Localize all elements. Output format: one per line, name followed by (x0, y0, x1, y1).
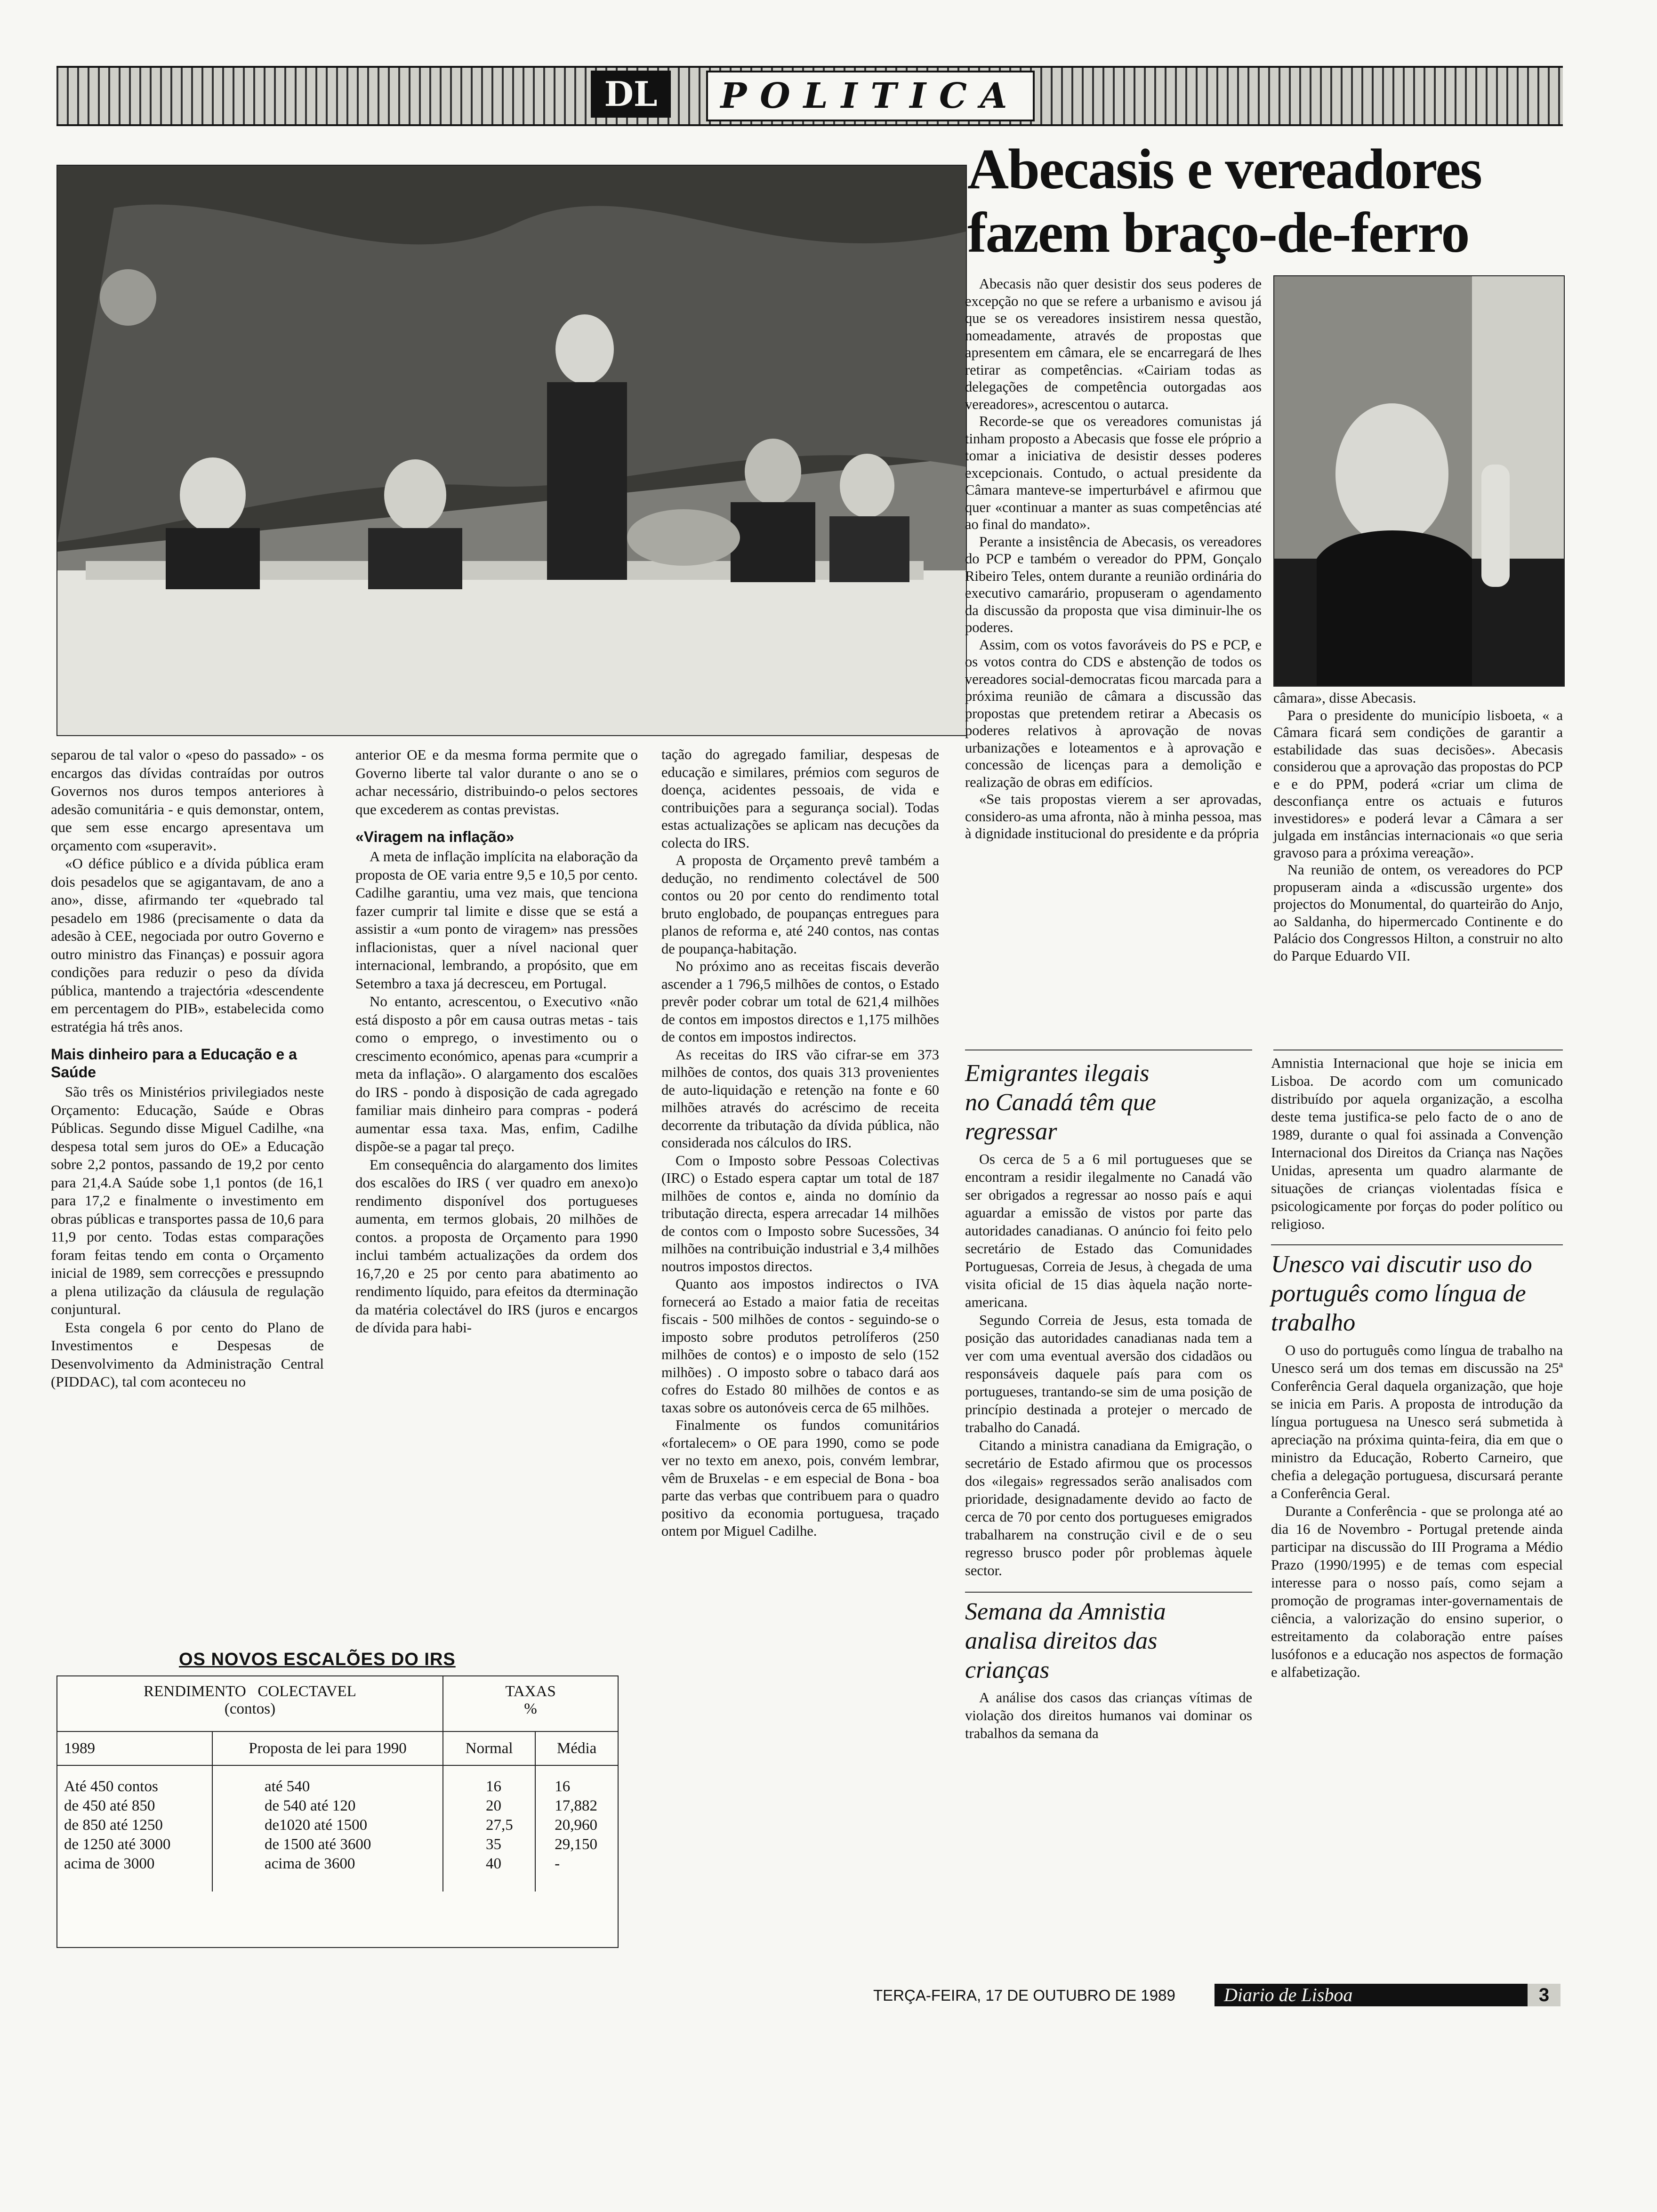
paragraph: Segundo Correia de Jesus, esta tomada de posição das autoridades canadianas nada tem a ver com uma eventual aversão dos cidadãos ou responsáveis daquele país para com os portugueses, trantando-se sim de uma posição de princípio destinada a protejer o mercado de trabalho do Canadá. (965, 1312, 1252, 1435)
table-row (57, 1854, 618, 1891)
divider (965, 1592, 1252, 1593)
article-col2 (355, 746, 638, 1337)
cell: de 540 até 120 (212, 1796, 443, 1816)
paragraph: Os cerca de 5 a 6 mil portugueses que se encontram a residir ilegalmente no Canadá vão ser obrigados a regressar ao nosso país e aqui aguardar a emissão de vistos por parte das autoridades canadianas. O anúncio foi feito pelo secretário de Estado das Comunidades Portuguesas, Correia de Jesus, à chegada de uma visita oficial de 15 dias àquela nação norte-americana. (965, 1151, 1252, 1310)
cell: de 1250 até 3000 (57, 1835, 212, 1854)
emigrantes-column (965, 1054, 1252, 1742)
amnistia-headline: Semana da Amnistia analisa direitos das crianças (965, 1598, 1166, 1683)
paragraph: As receitas do IRS vão cifrar-se em 373 milhões de contos, dos quais 313 provenientes de auto-liquidação e retenção na fonte e 60 milhões através do acréscimo de receita decorrente da tributação da dívida pública, não considerada nos cálculos do IRS. (661, 1046, 939, 1151)
emigrantes-headline: Emigrantes ilegais no Canadá têm que regressar (965, 1060, 1156, 1145)
headline-line1: Abecasis e vereadores (967, 137, 1481, 201)
footer-masthead: Diario de Lisboa (1215, 1984, 1539, 2006)
paragraph: No entanto, acrescentou, o Executivo «não está disposto a pôr em causa outras metas - tais como o emprego, o investimento ou o crescimento económico, apenas para «cumprir a meta da inflação». O alargamento dos escalões do IRS - pondo à disposição de cada agregado familiar mais dinheiro para compras - poderá aumentar essa taxa. Mas, enfim, Cadilhe dispõe-se a pagar tal preço. (355, 993, 638, 1154)
cell: 17,882 (555, 1797, 598, 1814)
paragraph: Assim, com os votos favoráveis do PS e PCP, e os votos contra do CDS e abstenção de todos os vereadores social-democratas ficou marcada para a próxima reunião de câmara a discussão das propostas que pretendem retirar a Abecasis os poderes relativos à aprovação de novas urbanizações e loteamentos e à aprovação e concessão de licenças para a demolição e realização de obras em edifícios. (965, 636, 1262, 790)
paragraph: A proposta de Orçamento prevê também a dedução, no rendimento colectável de 500 contos ou 20 por cento do rendimento total bruto englobado, de poupanças entregues para planos de reforma e, até 240 contos, nas contas de poupança-habitação. (661, 852, 939, 957)
irs-table (56, 1675, 619, 1948)
paragraph: Para o presidente do município lisboeta, « a Câmara ficará sem condições de garantir a estabilidade das suas decisões». Abecasis considerou que a aprovação das propostas do PCP e e do PPM, poderá «criar um clima de desconfiança entre os actuais e futuros investidores» e poderá levar a Câmara a ser julgada em instâncias internacionais «o que seria gravoso para a próxima vereação». (1273, 707, 1563, 861)
paragraph: tação do agregado familiar, despesas de educação e similares, prémios com seguros de doença, acidentes pessoais, de vida e contribuições para a segurança social). Todas estas actualizações se aplicam nas decuções da colecta do IRS. (661, 746, 939, 851)
abecasis-portrait (1273, 275, 1565, 687)
paragraph: Perante a insistência de Abecasis, os vereadores do PCP e também o vereador do PPM, Gonçalo Ribeiro Teles, ontem durante a reunião ordinária do executivo camarário, propuseram o agendamento da discussão da proposta que visa diminuir-lhe os poderes. (965, 533, 1262, 635)
right-column (1271, 1054, 1563, 1681)
cell: de 850 até 1250 (57, 1816, 212, 1835)
cell: 20,960 (555, 1817, 598, 1834)
cell: até 540 (212, 1777, 443, 1796)
cell: de 1500 até 3600 (212, 1835, 443, 1854)
table-row (57, 1796, 618, 1816)
cell: - (555, 1855, 560, 1872)
paragraph: «Se tais propostas vierem a ser aprovadas, considero-as uma afronta, não à minha pessoa, mas à dignidade institucional do presidente e da própria (965, 791, 1262, 842)
paragraph: Finalmente os fundos comunitários «fortalecem» o OE para 1990, como se pode ver no texto em anexo, pois, convém lembrar, vêm de Bruxelas - e em especial de Bona - boa parte das verbas que contribuem para o quadro positivo da economia portuguesa, traçado ontem por Miguel Cadilhe. (661, 1417, 939, 1539)
logo-dl: DL (591, 71, 671, 118)
header-normal: Normal (443, 1731, 535, 1765)
section-title: POLITICA (706, 71, 1035, 121)
header-percent: % (524, 1700, 537, 1717)
paragraph: A análise dos casos das crianças vítimas de violação dos direitos humanos vai dominar os trabalhos da semana da (965, 1690, 1252, 1741)
press-conference-photo (56, 165, 967, 736)
header-media: Média (535, 1731, 618, 1765)
abecasis-article-col-a (965, 275, 1262, 842)
paragraph: separou de tal valor o «peso do passado» - os encargos das dívidas contraídas por outros Governos nos duros tempos anteriores à adesão comunitária - e quis demonstar, ontem, que sem esse encargo apresentava um orçamento com «superavit». (51, 746, 324, 854)
paragraph: anterior OE e da mesma forma permite que o Governo liberte tal valor durante o ano se o achar necessário, distribuindo-o pelos sectores que excederem as contas previstas. (355, 746, 638, 817)
paragraph: Em consequência do alargamento dos limites dos escalões do IRS ( ver quadro em anexo)o rendimento disponível dos portugueses aumenta, em termos globais, 20 milhões de contos. a proposta de Orçamento para 1990 inclui também actualizações da ordem dos 16,7,20 e 25 por cento para abatimento ao rendimento líquido, para efeitos da dterminação da matéria colectável do IRS (juros e encargos de dívida para habi- (355, 1156, 638, 1336)
subheading: Mais dinheiro para a Educação e a Saúde (51, 1046, 297, 1081)
cell: Até 450 contos (57, 1777, 212, 1796)
header-taxas: TAXAS (505, 1683, 556, 1700)
cell: 16 (555, 1778, 571, 1795)
paragraph: Citando a ministra canadiana da Emigração, o secretário de Estado afirmou que os processos dos «ilegais» regressados serão analisados com prioridade, designadamente devido ao facto de cerca de 70 por cento dos portugueses emigrados trabalharem na construção civil e de o seu regresso brusco poder pôr problemas àquele sector. (965, 1437, 1252, 1579)
paragraph: «O défice público e a dívida pública eram dois pesadelos que se agigantavam, de ano a ano», disse, afirmando ter «quebrado tal pesadelo em 1986 (precisamente o data da adesão à CEE, negociada por outro Governo e outro ministro das Finanças) e possuir agora condições para reduzir o peso da dívida pública, mantendo a trajectória «descendente em percentagem do PIB», estabelecida como estratégia há três anos. (51, 855, 324, 1035)
table-row (57, 1816, 618, 1835)
paragraph: Com o Imposto sobre Pessoas Colectivas (IRC) o Estado espera captar um total de 187 milhões de contos e, ainda no domínio da tributação directa, espera arrecadar 14 milhões de contos com o Imposto sobre Sucessões, 34 milhões na contribuição industrial e 3,4 milhões noutros impostos directos. (661, 1152, 939, 1274)
paragraph: A meta de inflação implícita na elaboração da proposta de OE varia entre 9,5 e 10,5 por cento. Cadilhe garantiu, uma vez mais, que tenciona fazer cumprir tal limite e disse que se está a assistir a «um ponto de viragem» nas pressões inflacionistas, quer a nível nacional quer internacional, lembrando, a propósito, que em Setembro a taxa já decresceu, em Portugal. (355, 848, 638, 992)
paragraph: Na reunião de ontem, os vereadores do PCP propuseram ainda a «discussão urgente» dos projectos do Monumental, do quarteirão do Anjo, ao Saldanha, do hipermercado Continente e do Palácio dos Congressos Hilton, a construir no alto do Parque Eduardo VII. (1273, 862, 1563, 964)
cell: 16 (443, 1777, 535, 1796)
cell: 29,150 (555, 1836, 598, 1853)
cell: acima de 3600 (212, 1854, 443, 1891)
unesco-headline: Unesco vai discutir uso do português como língua de trabalho (1271, 1251, 1532, 1336)
cell: acima de 3000 (57, 1854, 212, 1891)
cell: 27,5 (443, 1816, 535, 1835)
header-1990: Proposta de lei para 1990 (212, 1731, 443, 1765)
page-number: 3 (1528, 1984, 1560, 2006)
photo-illustration (57, 166, 966, 735)
paragraph: Durante a Conferência - que se prolonga até ao dia 16 de Novembro - Portugal pretende ainda participar na discussão do III Programa a Médio Prazo (1990/1995) e de temas com especial interesse para o nosso país, como sejam a promoção de programas inter-governamentais de ciência, a valorização do ensino superior, o estreitamento da colaboração entre países lusófonos e a educação nos aspectos de formação e alfabetização. (1271, 1503, 1563, 1680)
footer-date: TERÇA-FEIRA, 17 DE OUTUBRO DE 1989 (873, 1987, 1175, 2004)
paragraph: Quanto aos impostos indirectos o IVA fornecerá ao Estado a maior fatia de receitas fiscais - 500 milhões de contos - seguindo-se o imposto sobre produtos petrolíferos (250 milhões de contos) e o imposto de selo (152 milhões) . O imposto sobre o tabaco dará aos cofres do Estado 80 milhões de contos e as taxas sobre os autonóveis cerca de 65 milhões. (661, 1276, 939, 1416)
abecasis-article-col-b (1273, 689, 1563, 964)
paragraph: No próximo ano as receitas fiscais deverão ascender a 1 796,5 milhões de contos, o Estado prevêr poder cobrar um total de 621,4 milhões de contos em impostos directos e 1,175 milhões de contos em impostos indirectos. (661, 958, 939, 1045)
headline-line2: fazem braço-de-ferro (967, 201, 1469, 264)
paragraph: Esta congela 6 por cento do Plano de Investimentos e Despesas de Desenvolvimento da Administração Central (PIDDAC), tal com aconteceu no (51, 1319, 324, 1390)
article-col3 (661, 746, 939, 1540)
irs-table-title: OS NOVOS ESCALÕES DO IRS (179, 1650, 456, 1669)
cell: 20 (443, 1796, 535, 1816)
table-row (57, 1835, 618, 1854)
header-1989: 1989 (57, 1731, 212, 1765)
paragraph: Abecasis não quer desistir dos seus poderes de excepção no que se refere a urbanismo e avisou já que se os vereadores insistirem nessa questão, nomeadamente, através de propostas que apresentem em câmara, ele se encarregará de lhes retirar as competências. «Cairiam todas as delegações de competência outorgadas aos vereadores», acrescentou o autarca. (965, 276, 1262, 412)
article-col1 (51, 746, 324, 1391)
cell: de 450 até 850 (57, 1796, 212, 1816)
table-row (57, 1777, 618, 1796)
divider (1271, 1244, 1563, 1245)
header-rendimento: RENDIMENTO COLECTAVEL (144, 1683, 356, 1700)
paragraph: Amnistia Internacional que hoje se inicia em Lisboa. De acordo com um comunicado distribuído por aquela organização, a escolha deste tema justifica-se pelo facto de o ano de 1989, durante o qual foi assinada a Convenção Internacional dos Direitos da Criança nas Nações Unidas, apresenta um quadro alarmante de situações de crianças violentadas física e psicologicamente por forças do poder político ou religioso. (1271, 1055, 1563, 1232)
cell: de1020 até 1500 (212, 1816, 443, 1835)
header-contos: (contos) (224, 1700, 276, 1717)
subheading: «Viragem na inflação» (355, 828, 515, 845)
cell: 40 (443, 1854, 535, 1891)
paragraph: São três os Ministérios privilegiados neste Orçamento: Educação, Saúde e Obras Públicas. Segundo disse Miguel Cadilhe, «na despesa total sem juros do OE» a Educação sobre 2,2 pontos, passando de 19,2 por cento para 21,4.A Saúde sobe 1,1 pontos (de 16,1 para 17,2 e finalmente o investimento em obras públicas e transportes passa de 10,6 para 11,9 por cento. Todas estas comparações foram feitas tendo em conta o Orçamento inicial de 1989, sem correcções e pressupndo a plena utilização da cláusula de regulação conjuntural. (51, 1083, 324, 1317)
paragraph: Recorde-se que os vereadores comunistas já tinham proposto a Abecasis que fosse ele próprio a tomar a iniciativa de desistir desses poderes excepcionais. Contudo, o actual presidente da Câmara manteve-se imperturbável e afirmou que quer «continuar a manter as suas competências até ao final do mandato». (965, 413, 1262, 532)
cell: 35 (443, 1835, 535, 1854)
portrait-illustration (1274, 276, 1564, 686)
paragraph: câmara», disse Abecasis. (1273, 690, 1416, 706)
paragraph: O uso do português como língua de trabalho na Unesco será um dos temas em discussão na 25ª Conferência Geral daquela organização, que hoje se inicia em Paris. A proposta de introdução da língua portuguesa na Unesco será submetida à apreciação na próxima quinta-feira, dia em que o ministro da Educação, Roberto Carneiro, que chefia a delegação portuguesa, discursará perante a Conferência Geral. (1271, 1342, 1563, 1501)
